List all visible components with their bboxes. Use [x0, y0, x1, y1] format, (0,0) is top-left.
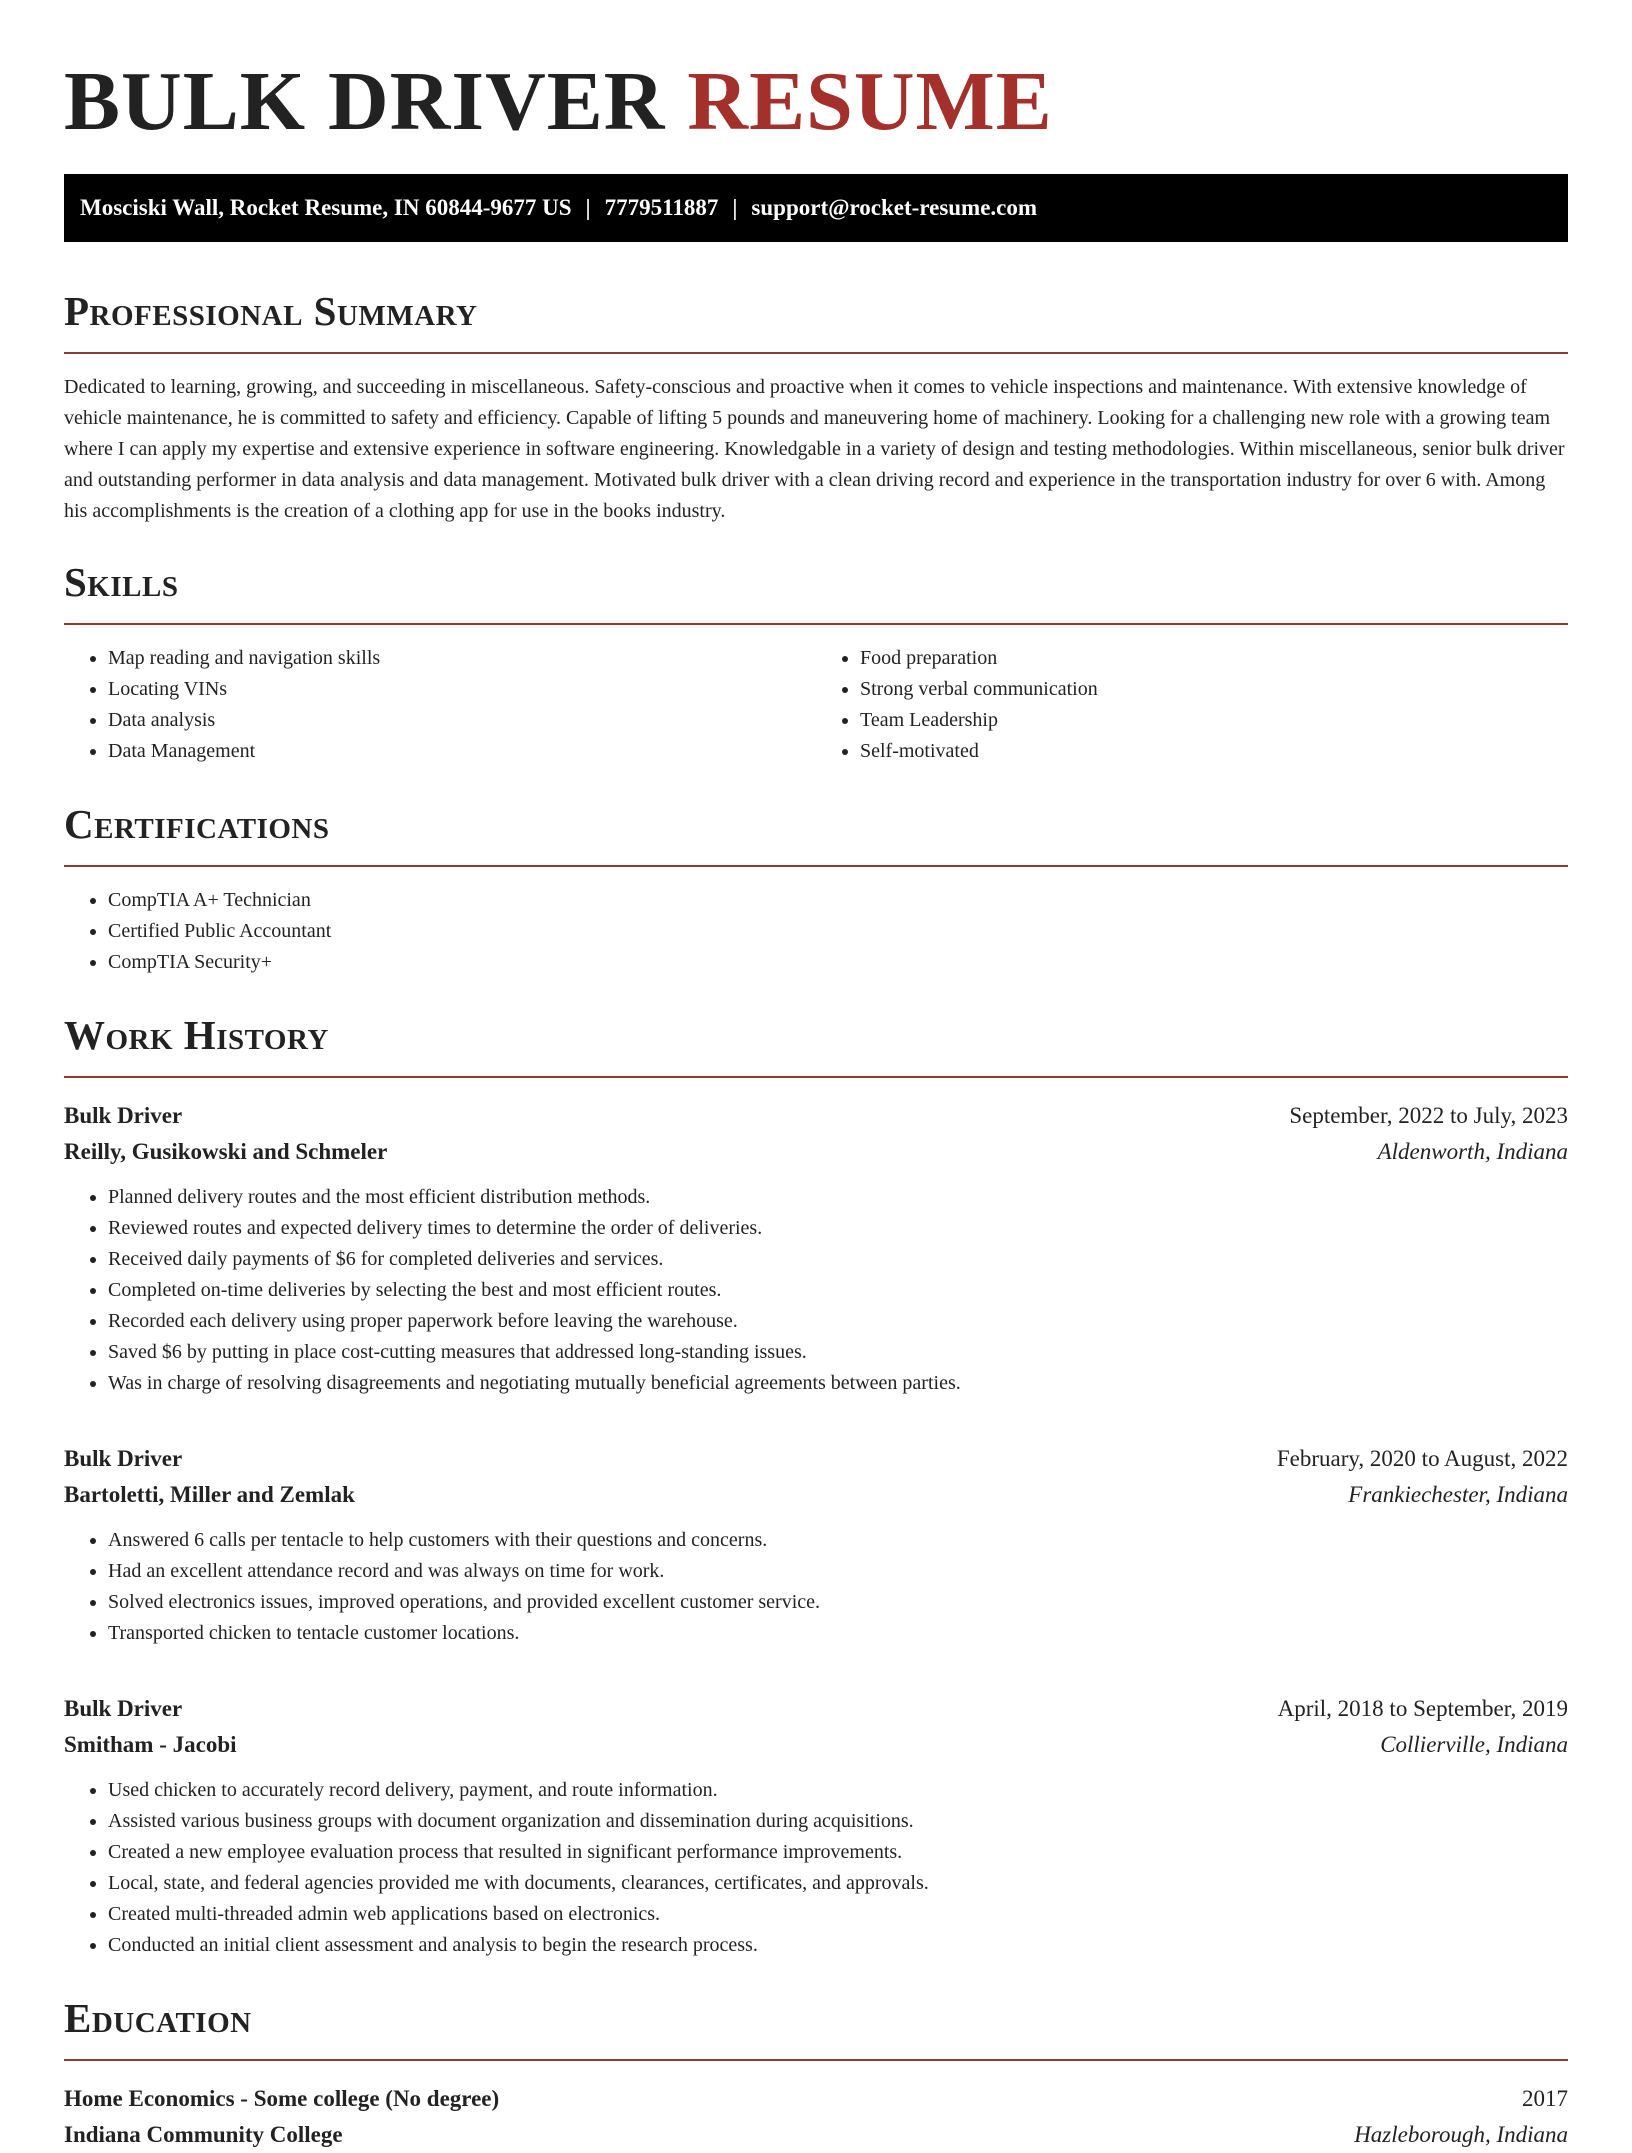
certifications-heading: Certifications — [64, 799, 1568, 867]
job-duty: • Was in charge of resolving disagreements and negotiating mutually beneficial agreements between parties. — [108, 1368, 1568, 1399]
education-entry — [64, 2081, 1568, 2153]
job-duty: • Received daily payments of $6 for completed deliveries and services. — [108, 1244, 1568, 1275]
job-dates: September, 2022 to July, 2023 — [1289, 1103, 1568, 1128]
job-duty: • Planned delivery routes and the most efficient distribution methods. — [108, 1182, 1568, 1213]
job-location: Frankiechester, Indiana — [1348, 1482, 1568, 1507]
job-title: Bulk Driver — [64, 1696, 183, 1721]
job-company-row — [64, 1134, 1568, 1170]
skill-item: • Strong verbal communication — [860, 674, 1568, 705]
skills-heading: Skills — [64, 557, 1568, 625]
job-entry — [64, 1691, 1568, 1961]
certifications-section — [64, 799, 1568, 978]
job-duty: • Had an excellent attendance record and was always on time for work. — [108, 1556, 1568, 1587]
contact-email: support@rocket-resume.com — [751, 195, 1038, 220]
summary-text: Dedicated to learning, growing, and succeeding in miscellaneous. Safety-conscious and proactive when it comes to vehicle inspections and maintenance. With extensive knowledge of vehicle maintenance, he is committed to safety and efficiency. Capable of lifting 5 pounds and maneuvering home of machinery. Looking for a challenging new role with a growing team where I can apply my expertise and extensive experience in software engineering. Knowledgable in a variety of design and testing methodologies. Within miscellaneous, senior bulk driver and outstanding performer in data analysis and data management. Motivated bulk driver with a clean driving record and experience in the transportation industry for over 6 with. Among his accomplishments is the creation of a clothing app for use in the books industry. — [64, 376, 1565, 522]
job-location: Aldenworth, Indiana — [1377, 1139, 1568, 1164]
work-history-section — [64, 1010, 1568, 1961]
job-dates: February, 2020 to August, 2022 — [1276, 1446, 1568, 1471]
job-duty: • Saved $6 by putting in place cost-cutting measures that addressed long-standing issues. — [108, 1337, 1568, 1368]
job-company: Reilly, Gusikowski and Schmeler — [64, 1139, 388, 1164]
job-duties-list — [64, 1182, 1568, 1399]
summary-section — [64, 286, 1568, 527]
education-school: Indiana Community College — [64, 2122, 343, 2147]
skill-item: • Locating VINs — [108, 674, 816, 705]
certification-item: • CompTIA A+ Technician — [108, 885, 1568, 916]
skill-item: • Self-motivated — [860, 736, 1568, 767]
certifications-list — [64, 885, 1568, 978]
contact-phone: 7779511887 — [604, 195, 719, 220]
job-duty: • Transported chicken to tentacle customer locations. — [108, 1618, 1568, 1649]
certification-item: • CompTIA Security+ — [108, 947, 1568, 978]
job-location: Collierville, Indiana — [1380, 1732, 1568, 1757]
job-company-row — [64, 1727, 1568, 1763]
job-company-row — [64, 1477, 1568, 1513]
skill-item: • Data Management — [108, 736, 816, 767]
job-entry — [64, 1441, 1568, 1649]
resume-title — [64, 50, 1568, 154]
job-duty: • Completed on-time deliveries by selecting the best and most efficient routes. — [108, 1275, 1568, 1306]
skill-item: • Food preparation — [860, 643, 1568, 674]
skills-list-right — [816, 643, 1568, 767]
job-entry — [64, 1098, 1568, 1399]
title-job: BULK DRIVER — [64, 55, 666, 148]
job-duty: • Conducted an initial client assessment and analysis to begin the research process. — [108, 1930, 1568, 1961]
skill-item: • Map reading and navigation skills — [108, 643, 816, 674]
job-header-row — [64, 1691, 1568, 1727]
skill-item: • Data analysis — [108, 705, 816, 736]
skills-list-left — [64, 643, 816, 767]
summary-heading: Professional Summary — [64, 286, 1568, 354]
job-duties-list — [64, 1775, 1568, 1961]
job-duty: • Recorded each delivery using proper paperwork before leaving the warehouse. — [108, 1306, 1568, 1337]
job-duty: • Solved electronics issues, improved operations, and provided excellent customer service. — [108, 1587, 1568, 1618]
job-dates: April, 2018 to September, 2019 — [1277, 1696, 1568, 1721]
job-duty: • Reviewed routes and expected delivery times to determine the order of deliveries. — [108, 1213, 1568, 1244]
education-heading: Education — [64, 1993, 1568, 2061]
work-history-heading: Work History — [64, 1010, 1568, 1078]
job-duty: • Created a new employee evaluation process that resulted in significant performance improvements. — [108, 1837, 1568, 1868]
job-duty: • Used chicken to accurately record delivery, payment, and route information. — [108, 1775, 1568, 1806]
skill-item: • Team Leadership — [860, 705, 1568, 736]
job-header-row — [64, 1098, 1568, 1134]
skills-section — [64, 557, 1568, 767]
title-resume: RESUME — [687, 55, 1053, 148]
contact-separator: | — [732, 195, 738, 220]
certification-item: • Certified Public Accountant — [108, 916, 1568, 947]
job-title: Bulk Driver — [64, 1446, 183, 1471]
education-year: 2017 — [1522, 2086, 1568, 2111]
job-duty: • Created multi-threaded admin web applications based on electronics. — [108, 1899, 1568, 1930]
job-title: Bulk Driver — [64, 1103, 183, 1128]
education-school-row — [64, 2117, 1568, 2153]
job-header-row — [64, 1441, 1568, 1477]
contact-separator: | — [585, 195, 591, 220]
education-section — [64, 1993, 1568, 2153]
job-duties-list — [64, 1525, 1568, 1649]
education-location: Hazleborough, Indiana — [1354, 2122, 1568, 2147]
job-duty: • Assisted various business groups with document organization and dissemination during acquisitions. — [108, 1806, 1568, 1837]
job-duty: • Answered 6 calls per tentacle to help customers with their questions and concerns. — [108, 1525, 1568, 1556]
job-company: Bartoletti, Miller and Zemlak — [64, 1482, 355, 1507]
contact-address: Mosciski Wall, Rocket Resume, IN 60844-9677 US — [80, 195, 572, 220]
skills-grid — [64, 625, 1568, 767]
job-company: Smitham - Jacobi — [64, 1732, 237, 1757]
contact-bar — [64, 174, 1568, 242]
job-duty: • Local, state, and federal agencies provided me with documents, clearances, certificates, and approvals. — [108, 1868, 1568, 1899]
education-degree: Home Economics - Some college (No degree) — [64, 2086, 500, 2111]
